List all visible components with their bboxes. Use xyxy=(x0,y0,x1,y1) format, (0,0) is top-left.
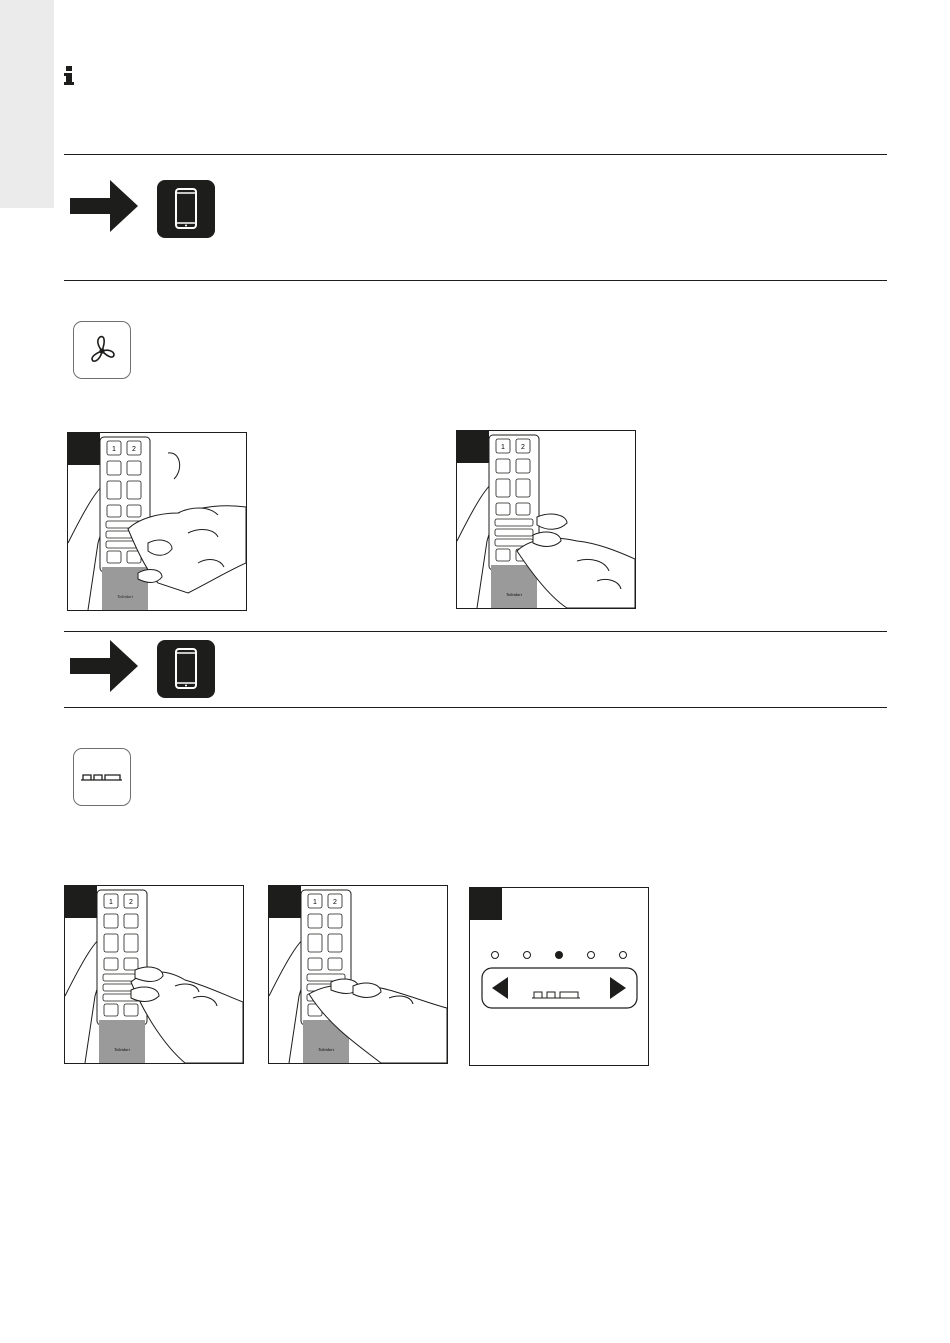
display-panel xyxy=(469,887,649,1066)
remote-key-2: 2 xyxy=(132,446,136,453)
remote-key-1: 1 xyxy=(313,899,317,906)
fan-icon xyxy=(73,321,131,379)
smartphone-icon xyxy=(157,180,215,238)
illustration-panel xyxy=(67,432,247,611)
step-marker xyxy=(470,888,502,920)
level-dot xyxy=(588,952,595,959)
divider xyxy=(64,631,887,632)
arrow-right-icon xyxy=(70,180,138,232)
divider xyxy=(64,280,887,281)
level-dot xyxy=(620,952,627,959)
level-bars-icon xyxy=(73,748,131,806)
illustration-panel xyxy=(456,430,636,609)
remote-logo: Toiletdart xyxy=(318,1047,334,1052)
remote-logo: Toiletdart xyxy=(506,592,522,597)
info-icon xyxy=(62,66,76,86)
remote-key-1: 1 xyxy=(112,446,116,453)
illustration-panel xyxy=(268,885,448,1064)
step-marker xyxy=(269,886,301,918)
divider xyxy=(64,154,887,155)
level-dot xyxy=(492,952,499,959)
step-marker xyxy=(457,431,489,463)
remote-key-2: 2 xyxy=(521,444,525,451)
step-marker xyxy=(68,433,100,465)
illustration-panel xyxy=(64,885,244,1064)
remote-logo: Toiletdart xyxy=(114,1047,130,1052)
remote-key-1: 1 xyxy=(501,444,505,451)
remote-key-2: 2 xyxy=(129,899,133,906)
remote-key-1: 1 xyxy=(109,899,113,906)
level-indicator xyxy=(492,952,627,959)
level-dot-active xyxy=(556,952,563,959)
remote-logo: Toiletdart xyxy=(117,594,133,599)
level-dot xyxy=(524,952,531,959)
remote-key-2: 2 xyxy=(333,899,337,906)
smartphone-icon xyxy=(157,640,215,698)
divider xyxy=(64,707,887,708)
arrow-right-icon xyxy=(70,640,138,692)
step-marker xyxy=(65,886,97,918)
side-tab xyxy=(0,0,54,208)
